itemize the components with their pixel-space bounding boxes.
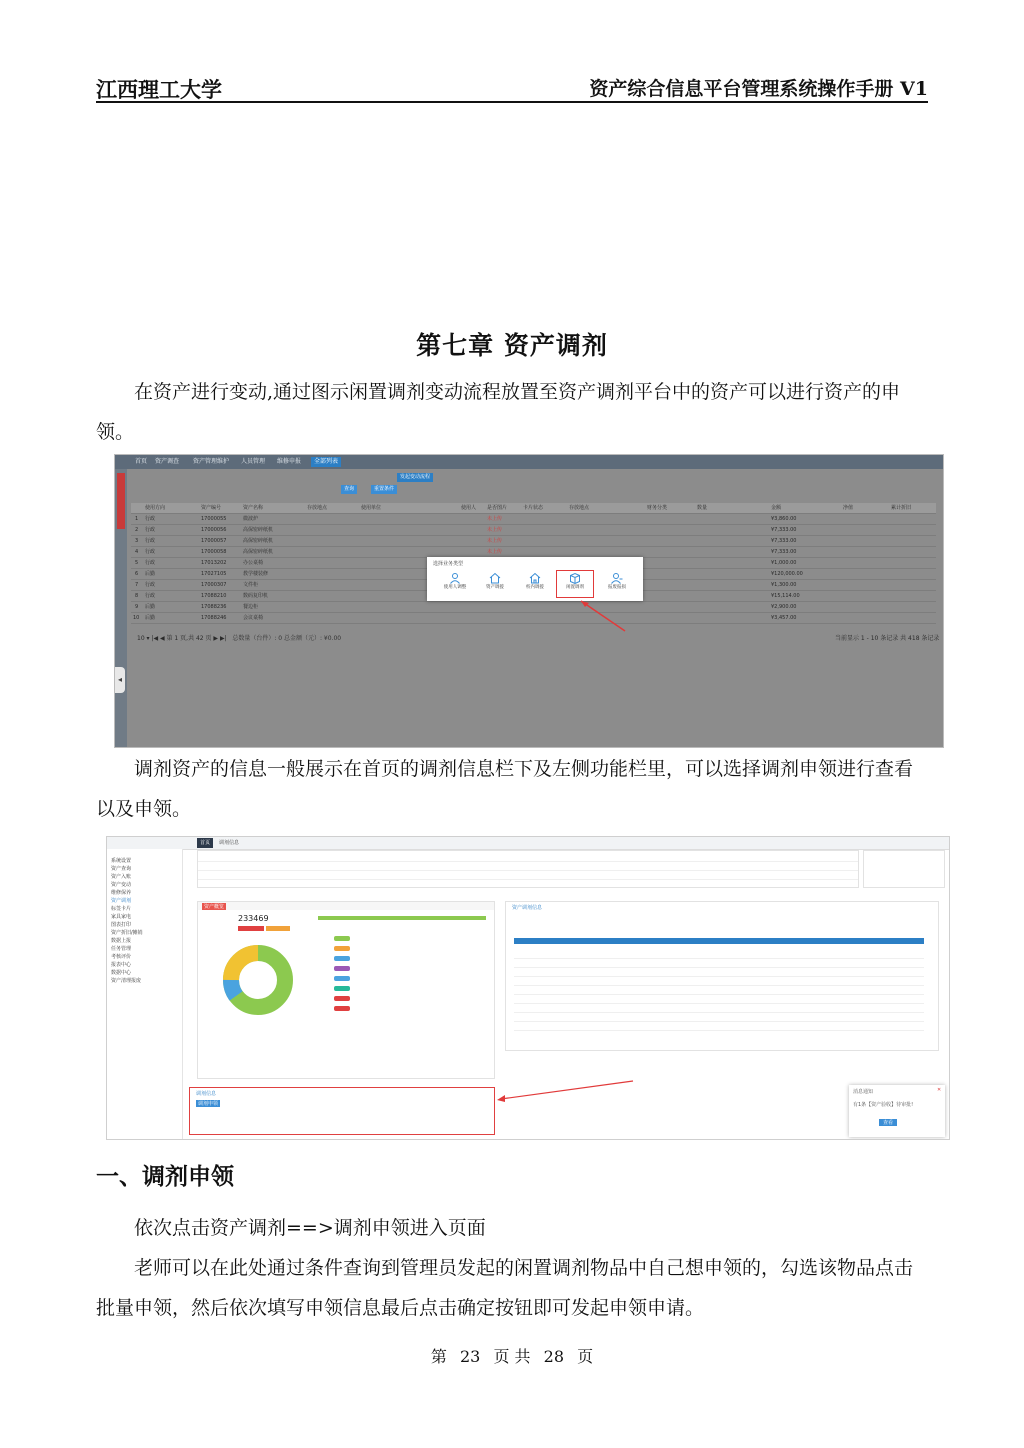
user-icon xyxy=(449,572,461,584)
adjust-apply-button[interactable]: 调剂申领 xyxy=(198,1101,219,1107)
col-location: 存放地点 xyxy=(307,505,328,511)
table-row[interactable] xyxy=(514,968,924,977)
col-net: 净值 xyxy=(843,505,854,511)
top-bar xyxy=(107,837,949,850)
col-depreciation: 累计折旧 xyxy=(891,505,912,511)
col-amount: 金额 xyxy=(771,505,782,511)
menu-print[interactable]: 图表打印 xyxy=(111,922,132,928)
chapter-title: 第七章 资产调剂 xyxy=(416,331,608,360)
option-transfer[interactable]: 资产调拨 xyxy=(477,571,513,597)
table-header xyxy=(131,503,936,514)
donut-chart xyxy=(220,942,296,1018)
table-row[interactable] xyxy=(514,959,924,968)
business-type-dialog xyxy=(427,557,643,601)
close-icon[interactable]: ✕ xyxy=(937,1087,942,1093)
menu-report-center[interactable]: 报表中心 xyxy=(111,962,132,968)
adjust-panel-title: 资产调剂信息 xyxy=(512,905,543,911)
col-status: 卡片状态 xyxy=(523,505,544,511)
table-row[interactable]: 5 行政 17013202 办公桌椅 ¥1,000.00 xyxy=(131,558,936,569)
tab-adjust-info[interactable]: 调剂信息 xyxy=(219,840,240,846)
side-active-marker xyxy=(117,473,125,529)
table-row[interactable] xyxy=(514,977,924,986)
footer-mid: 页 共 xyxy=(493,1347,531,1366)
legend-badge xyxy=(334,996,350,1001)
dashboard-paragraph: 调剂资产的信息一般展示在首页的调剂信息栏下及左侧功能栏里，可以选择调剂申领进行查看以及申领。 xyxy=(96,758,914,820)
option-scrap[interactable]: 报废报损 xyxy=(599,571,635,597)
menu-task[interactable]: 任务管理 xyxy=(111,946,132,952)
col-direction: 使用方向 xyxy=(145,505,166,511)
tab-repair[interactable]: 维修申报 xyxy=(277,458,302,465)
option-idle-adjust[interactable]: 闲置调剂 xyxy=(557,571,593,597)
table-row[interactable] xyxy=(514,986,924,995)
footer-total-pages: 28 xyxy=(543,1347,564,1366)
home-icon xyxy=(489,572,501,584)
option-campus-transfer[interactable]: 校内调拨 xyxy=(517,571,553,597)
legend-badge xyxy=(334,986,350,991)
overview-progress xyxy=(318,916,486,920)
user-remove-icon xyxy=(611,572,623,584)
table-row[interactable] xyxy=(514,1013,924,1022)
col-category: 财务分类 xyxy=(647,505,668,511)
table-row[interactable]: 4 行政 17000058 高保密碎纸机 未上传 ¥7,333.00 xyxy=(131,547,936,558)
sidebar xyxy=(107,849,183,1139)
menu-maintenance[interactable]: 维修保养 xyxy=(111,890,132,896)
legend-badge xyxy=(334,966,350,971)
donut-segment-yellow xyxy=(231,953,258,980)
footer-page-number: 23 xyxy=(460,1347,481,1366)
table-row[interactable] xyxy=(198,853,858,862)
menu-change[interactable]: 资产变动 xyxy=(111,882,132,888)
legend-badge xyxy=(334,956,350,961)
table-row[interactable]: 2 行政 17000056 高保密碎纸机 未上传 ¥7,333.00 xyxy=(131,525,936,536)
top-table xyxy=(197,850,859,888)
table-row[interactable]: 3 行政 17000057 高保密碎纸机 未上传 ¥7,333.00 xyxy=(131,536,936,547)
table-row[interactable] xyxy=(198,871,858,880)
notification-popup xyxy=(849,1085,945,1137)
overview-bar-red xyxy=(238,926,264,931)
table-row[interactable] xyxy=(514,1022,924,1031)
page-header xyxy=(96,72,928,102)
pager-range: 当前显示 1 - 10 条记录 共 418 条记录 xyxy=(835,635,940,642)
reset-button[interactable]: 重置条件 xyxy=(371,485,397,494)
collapse-handle[interactable]: ◂ xyxy=(115,667,125,693)
menu-system[interactable]: 系统设置 xyxy=(111,858,132,864)
page-footer xyxy=(0,1344,1024,1367)
legend-badge xyxy=(334,946,350,951)
dialog-title: 选择业务类型 xyxy=(433,561,464,567)
notice-title: 调剂信息 xyxy=(196,1091,217,1097)
legend-badge xyxy=(334,936,350,941)
screenshot-dashboard xyxy=(106,836,950,1140)
legend-badge xyxy=(334,1006,350,1011)
overview-panel xyxy=(197,901,495,1079)
pager-totals: 总数量（台件）: 0 总金额（元）: ¥0.00 xyxy=(232,635,342,642)
popup-text: 有1条【资产验收】待审批! xyxy=(853,1102,914,1108)
table-row[interactable]: 9 后勤 17088236 餐边柜 ¥2,900.00 xyxy=(131,602,936,613)
menu-data-center[interactable]: 数据中心 xyxy=(111,970,132,976)
tab-survey[interactable]: 资产调查 xyxy=(155,458,180,465)
table-row[interactable]: 7 行政 17000307 文件柜 ¥1,300.00 xyxy=(131,580,936,591)
col-unit: 使用单位 xyxy=(361,505,382,511)
menu-query[interactable]: 资产查询 xyxy=(111,866,132,872)
screenshot-asset-list xyxy=(114,454,944,748)
table-row[interactable] xyxy=(514,1004,924,1013)
tab-bar xyxy=(115,455,943,469)
tab-maintain[interactable]: 资产管理维护 xyxy=(193,458,230,465)
table-row[interactable]: 10 后勤 17088246 会议桌椅 ¥3,457.00 xyxy=(131,613,936,624)
toolbar xyxy=(131,473,936,497)
tab-all[interactable]: 全部列表 xyxy=(311,457,341,467)
menu-adjust[interactable]: 资产调剂 xyxy=(111,898,132,904)
tab-people[interactable]: 人员管理 xyxy=(241,458,266,465)
footer-prefix: 第 xyxy=(430,1347,447,1366)
search-button[interactable]: 查询 xyxy=(341,485,357,494)
table-row[interactable] xyxy=(514,995,924,1004)
popup-title: 消息通知 xyxy=(853,1089,874,1095)
table-row[interactable] xyxy=(514,950,924,959)
menu-scrap[interactable]: 资产清理报废 xyxy=(111,978,142,984)
table-row[interactable]: 1 行政 17000055 微波炉 未上传 ¥3,860.00 xyxy=(131,514,936,525)
menu-furniture[interactable]: 家具家电 xyxy=(111,914,132,920)
overview-big-number: 233469 xyxy=(238,914,269,923)
header-rule xyxy=(96,101,928,103)
menu-label[interactable]: 标签卡片 xyxy=(111,906,132,912)
annotation-arrow xyxy=(487,1077,637,1107)
side-rail xyxy=(115,469,127,747)
tab-home[interactable]: 首页 xyxy=(135,458,148,465)
adjust-info-panel xyxy=(505,901,939,1051)
col-place: 存放地点 xyxy=(569,505,590,511)
tab-home[interactable]: 首页 xyxy=(197,838,213,848)
menu-depreciation[interactable]: 资产折旧/摊销 xyxy=(111,930,143,936)
table-row[interactable]: 8 行政 17088210 数码复印机 ¥15,114.00 xyxy=(131,591,936,602)
overview-tab[interactable]: 资产概览 xyxy=(204,904,225,910)
adjust-toolbar xyxy=(514,938,924,944)
col-qty: 数量 xyxy=(697,505,708,511)
table-row[interactable] xyxy=(198,862,858,871)
menu-report[interactable]: 数据上报 xyxy=(111,938,132,944)
table-row[interactable]: 6 后勤 17027105 教学楼装修 ¥120,000.00 xyxy=(131,569,936,580)
pager-controls[interactable]: 10 ▾ |◀ ◀ 第 1 页,共 42 页 ▶ ▶| xyxy=(137,635,227,642)
col-name: 资产名称 xyxy=(243,505,264,511)
option-user-adjust[interactable]: 使用人调整 xyxy=(437,571,473,597)
col-user: 使用人 xyxy=(461,505,477,511)
intro-paragraph: 在资产进行变动,通过图示闲置调剂变动流程放置至资产调剂平台中的资产可以进行资产的申领。 xyxy=(96,381,901,443)
start-change-button[interactable]: 发起变动流程 xyxy=(397,473,433,482)
navigation-paragraph: 依次点击资产调剂==>调剂申领进入页面 xyxy=(134,1217,486,1239)
col-code: 资产编号 xyxy=(201,505,222,511)
donut-segment-blue xyxy=(231,980,236,996)
overview-header xyxy=(198,902,494,910)
menu-evaluation[interactable]: 考核评价 xyxy=(111,954,132,960)
menu-entry[interactable]: 资产入账 xyxy=(111,874,132,880)
box-icon xyxy=(569,572,581,584)
popup-view-button[interactable]: 查看 xyxy=(879,1119,897,1126)
notice-strip xyxy=(863,850,945,888)
footer-suffix: 页 xyxy=(577,1347,594,1366)
building-icon xyxy=(529,572,541,584)
pager[interactable] xyxy=(137,633,341,642)
apply-paragraph: 老师可以在此处通过条件查询到管理员发起的闲置调剂物品中自己想申领的，勾选该物品点击批量申领，然后依次填写申领信息最后点击确定按钮即可发起申领申请。 xyxy=(96,1257,914,1319)
col-picture: 是否图片 xyxy=(487,505,508,511)
section-title: 一、调剂申领 xyxy=(96,1163,234,1190)
adjust-notice-highlight xyxy=(189,1087,495,1135)
overview-bar-orange xyxy=(266,926,290,931)
header-manual-title: 资产综合信息平台管理系统操作手册 V1 xyxy=(589,78,928,100)
header-university: 江西理工大学 xyxy=(96,77,222,102)
legend-badge xyxy=(334,976,350,981)
